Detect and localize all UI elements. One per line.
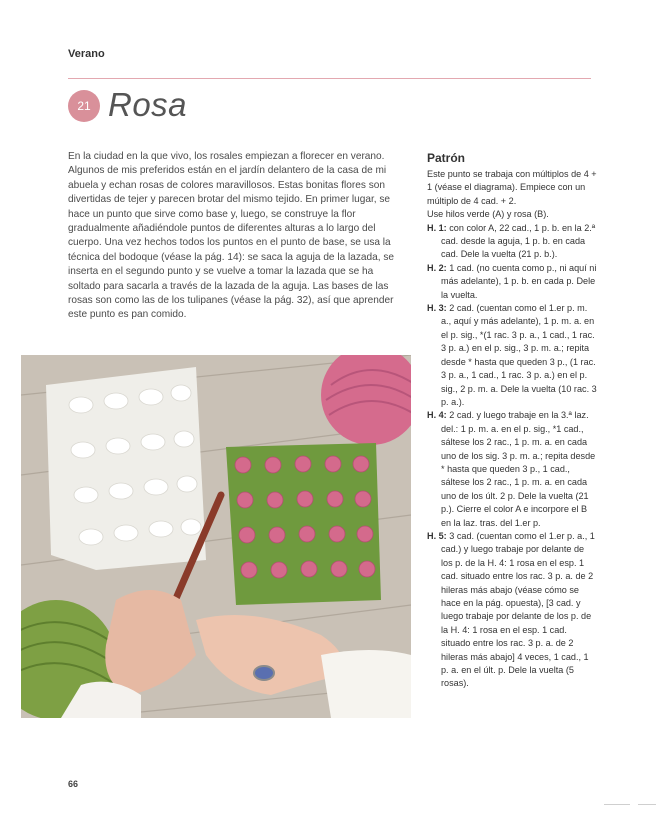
right-sleeve bbox=[321, 650, 411, 718]
footer-divider bbox=[604, 804, 630, 805]
row-label: H. 1: bbox=[427, 222, 447, 233]
pattern-row bbox=[427, 530, 597, 691]
pattern-row bbox=[427, 302, 597, 409]
row-text: con color A, 22 cad., 1 p. b. en la 2.ª cad. desde la aguja, 1 p. b. en cada cad. Dele la vuelta (21 p. b.). bbox=[441, 222, 596, 260]
photo-illustration bbox=[21, 355, 411, 718]
pattern-row bbox=[427, 409, 597, 530]
footer-divider bbox=[638, 804, 656, 805]
pattern-intro: Este punto se trabaja con múltiplos de 4 + 1 (véase el diagrama). Empiece con un múltiplo de 4 cad. + 2. bbox=[427, 169, 597, 206]
intro-paragraph: En la ciudad en la que vivo, los rosales empiezan a florecer en verano. Algunos de mis preferidos están en el jardín delantero de la casa de mi abuela y echan rosas de colores maravillosos. Estas bonitas flores son divertidas de tejer y parecen brotar del mismo tejido. En primer lugar, se hace un punto que sirve como base y, luego, se construye la flor gradualmente añadiéndole puntos de diferentes alturas a lo largo del cuerpo. Una vez hechos todos los puntos en el punto de base, se usa la técnica del bodoque (véase la pág. 14): se saca la aguja de la lazada, se inserta en el segundo punto y se vuelve a tomar la lazada que se ha soltado para sacarla a través de la lazada de la aguja. Las bases de las rosas son como las de los tulipanes (véase la pág. 32), así que aprender este punto es pan comido. bbox=[68, 151, 395, 321]
section-label: Verano bbox=[68, 48, 105, 60]
pattern-instructions bbox=[427, 168, 597, 691]
header-rule bbox=[68, 78, 591, 79]
pattern-row bbox=[427, 262, 597, 302]
pattern-heading: Patrón bbox=[427, 151, 466, 165]
row-label: H. 2: bbox=[427, 262, 447, 273]
row-label: H. 3: bbox=[427, 303, 447, 314]
pattern-row bbox=[427, 222, 597, 262]
pattern-number-badge: 21 bbox=[68, 90, 100, 122]
row-text: 1 cad. (no cuenta como p., ni aquí ni más adelante), 1 p. b. en cada p. Dele la vuelta. bbox=[441, 262, 597, 300]
row-label: H. 5: bbox=[427, 530, 447, 541]
ring bbox=[254, 666, 274, 680]
row-text: 2 cad. y luego trabaje en la 3.ª laz. del.: 1 p. m. a. en el p. sig., *1 cad., sáltese los 2 rac., 1 p. m. a. en cada uno de los sig. 3 p. m. a.; repita desde * hasta que queden 3 p., 1 cad., sáltese los 2 rac., 1 p. m. a. en cada uno de los últ. 2 p. Dele la vuelta (21 p.). Cierre el color A e incorpore el B en la laz. tras. del 1.er p. bbox=[441, 410, 596, 528]
page-number: 66 bbox=[68, 779, 79, 789]
row-label: H. 4: bbox=[427, 410, 447, 421]
pattern-yarn: Use hilos verde (A) y rosa (B). bbox=[427, 209, 549, 220]
row-text: 3 cad. (cuentan como el 1.er p. a., 1 cad.) y luego trabaje por delante de los p. de la H. 4: 1 rosa en el esp. 1 cad. situado entre los rac. 3 p. a. de 2 hileras más abajo (véase cómo se hace en la pág. opuesta), [3 cad. y luego trabaje por delante de los p. de la H. 4: 1 rosa en el esp. 1 cad. situado entre los rac. 3 p. a. de 2 hileras más abajo] 4 veces, 1 cad., 1 p. a. en el últ. p. Dele la vuelta (5 rosas). bbox=[441, 530, 595, 689]
intro-text bbox=[68, 150, 408, 323]
row-text: 2 cad. (cuentan como el 1.er p. m. a., aquí y más adelante), 1 p. m. a. en el p. sig., *(1 rac. 3 p. a., 1 cad., 1 rac. 3 p. a.) en el p. sig., 3 p. m. a.; repita desde * hasta que queden 3 p., (1 rac. 3 p. a., 1 cad., 1 rac. 3 p. a.) en el p. sig., 2 p. m. a. Dele la vuelta (10 rac. 3 p. a.). bbox=[441, 303, 597, 407]
page-title: Rosa bbox=[108, 86, 188, 123]
stitch-photo bbox=[21, 355, 411, 718]
